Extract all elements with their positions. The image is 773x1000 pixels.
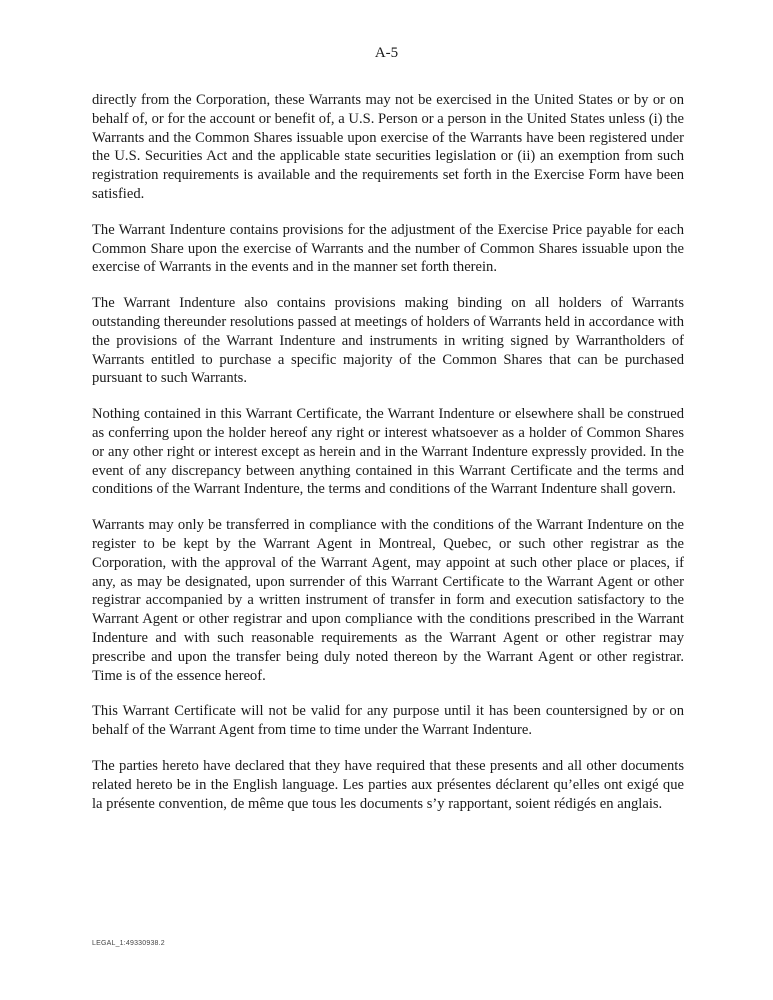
paragraph-transfer-conditions: Warrants may only be transferred in compliance with the conditions of the Warrant Indenture on the register to be kept by the Warrant Agent in Montreal, Quebec, or such other registrar as the Corporation, with the approval of the Warrant Agent, may appoint at such other place or places, if any, as may be designated, upon surrender of this Warrant Certificate to the Warrant Agent or other registrar accompanied by a written instrument of transfer in form and execution satisfactory to the Warrant Agent or other registrar and upon compliance with the conditions prescribed in the Warrant Indenture and with such reasonable requirements as the Warrant Agent or other registrar may prescribe and upon the transfer being duly noted thereon by the Warrant Agent or other registrar. Time is of the essence hereof. xyxy=(92,517,684,684)
document-body xyxy=(92,91,684,830)
paragraph-price-adjustment: The Warrant Indenture contains provisions for the adjustment of the Exercise Price payable for each Common Share upon the exercise of Warrants and the number of Common Shares issuable upon the exercise of Warrants in the events and in the manner set forth therein. xyxy=(92,221,684,276)
paragraph-countersignature: This Warrant Certificate will not be valid for any purpose until it has been countersigned by or on behalf of the Warrant Agent from time to time under the Warrant Indenture. xyxy=(92,703,684,739)
page-number: A-5 xyxy=(374,45,399,61)
paragraph-no-shareholder-rights: Nothing contained in this Warrant Certificate, the Warrant Indenture or elsewhere shall be construed as conferring upon the holder hereof any right or interest whatsoever as a holder of Common Shares or any other right or interest except as herein and in the Warrant Indenture expressly provided. In the event of any discrepancy between anything contained in this Warrant Certificate and the terms and conditions of the Warrant Indenture, the terms and conditions of the Warrant Indenture shall govern. xyxy=(92,406,684,498)
paragraph-exercise-restrictions: directly from the Corporation, these Warrants may not be exercised in the United States or by or on behalf of, or for the account or benefit of, a U.S. Person or a person in the United States unless (i) the Warrants and the Common Shares issuable upon exercise of the Warrants have been registered under the U.S. Securities Act and the applicable state securities legislation or (ii) an exemption from such registration requirements is available and the requirements set forth in the Exercise Form have been satisfied. xyxy=(92,92,684,202)
document-footer-code: LEGAL_1:49330938.2 xyxy=(92,940,165,947)
paragraph-binding-resolutions: The Warrant Indenture also contains provisions making binding on all holders of Warrants outstanding thereunder resolutions passed at meetings of holders of Warrants held in accordance with the provisions of the Warrant Indenture and instruments in writing signed by Warrantholders of Warrants entitled to purchase a specific majority of the Common Shares that can be purchased pursuant to such Warrants. xyxy=(92,295,684,387)
paragraph-language-clause: The parties hereto have declared that they have required that these presents and all other documents related hereto be in the English language. Les parties aux présentes déclarent qu’elles ont exigé que la présente convention, de même que tous les documents s’y rapportant, soient rédigés en anglais. xyxy=(92,757,684,812)
